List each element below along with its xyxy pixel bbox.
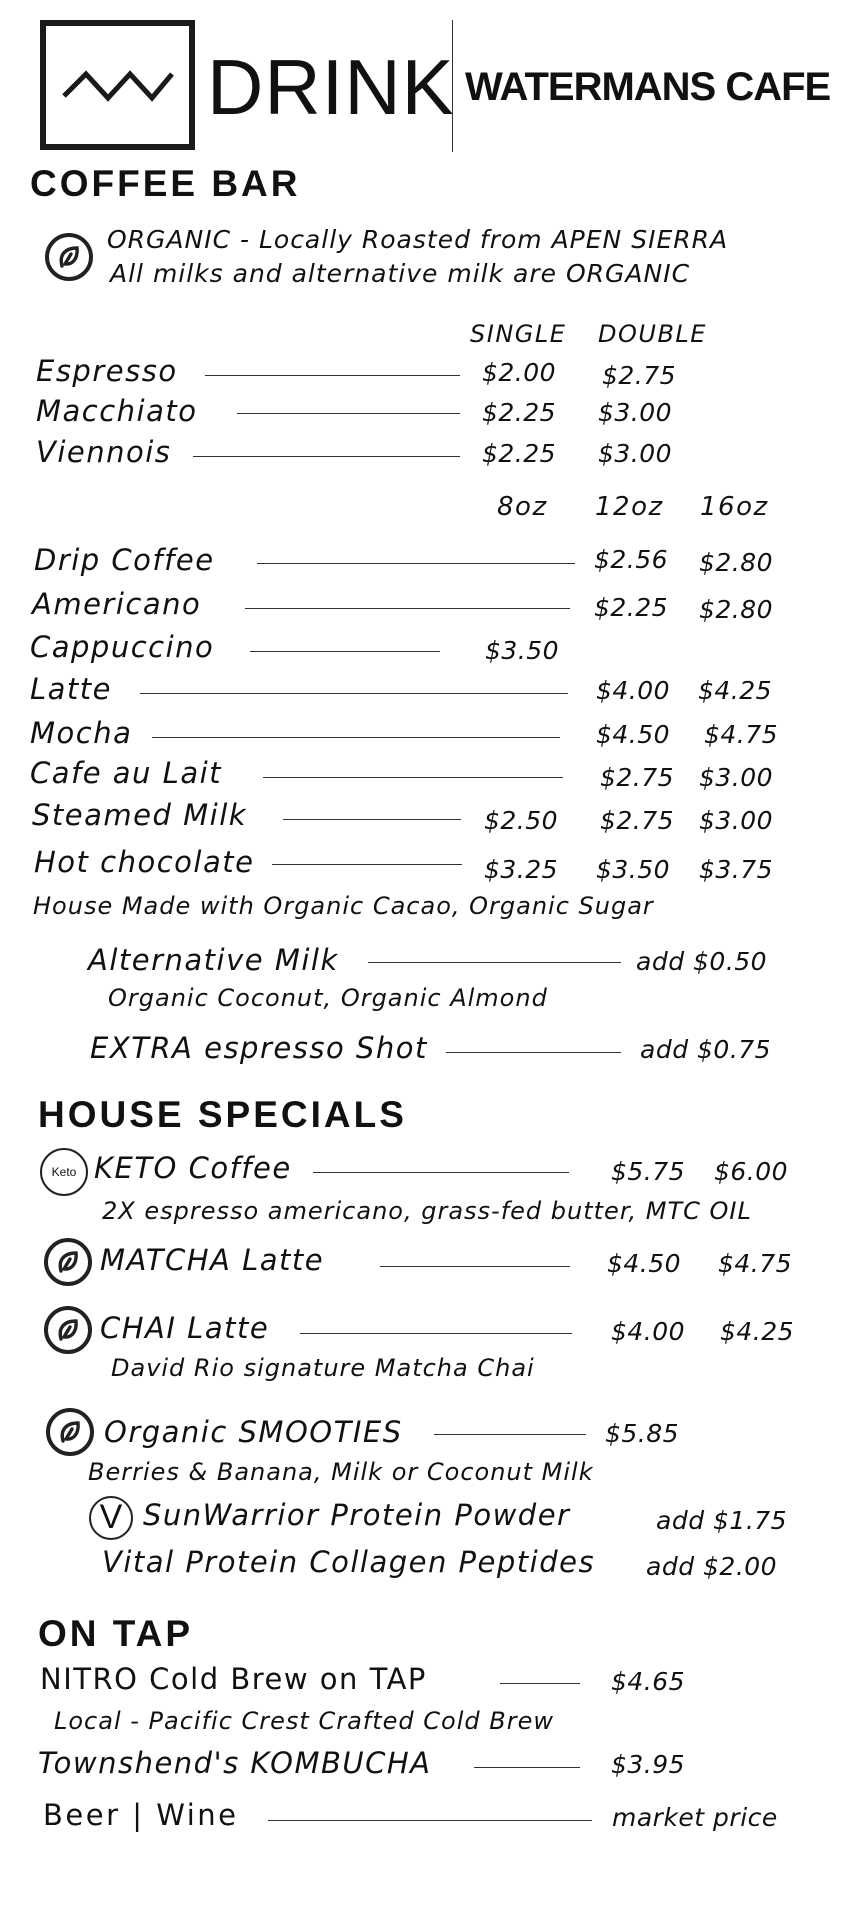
- col-header-double: DOUBLE: [598, 320, 707, 348]
- menu-item-name: Espresso: [36, 354, 178, 388]
- menu-item-price: $2.80: [699, 548, 774, 577]
- menu-item-name: Vital Protein Collagen Peptides: [102, 1545, 596, 1579]
- leader-line: [237, 413, 460, 414]
- menu-item-price: $2.25: [482, 398, 557, 427]
- menu-item-name: Drip Coffee: [34, 543, 215, 577]
- cafe-name: WATERMANS CAFE: [465, 65, 831, 109]
- menu-item-name: Cappuccino: [30, 630, 215, 664]
- menu-item-name: CHAI Latte: [100, 1311, 270, 1345]
- menu-item-price: $3.50: [596, 855, 671, 884]
- menu-item-name: NITRO Cold Brew on TAP: [40, 1662, 427, 1696]
- section-heading-house-specials: HOUSE SPECIALS: [38, 1094, 407, 1135]
- menu-item-price: $3.25: [484, 855, 559, 884]
- logo-title: DRINK: [207, 43, 455, 131]
- leader-line: [152, 737, 560, 738]
- menu-item-name: Latte: [30, 672, 113, 706]
- menu-item-price: $2.75: [600, 806, 675, 835]
- menu-item-price: $2.00: [482, 358, 557, 387]
- menu-item-price: $3.00: [699, 763, 774, 792]
- menu-item-price: $2.80: [699, 595, 774, 624]
- leader-line: [313, 1172, 569, 1173]
- menu-item-price: add $0.50: [636, 947, 768, 976]
- organic-leaf-icon: [44, 1306, 92, 1354]
- organic-note-line2: All milks and alternative milk are ORGANIC: [110, 259, 691, 288]
- menu-item-price: $4.25: [720, 1317, 795, 1346]
- menu-item-price: $3.50: [485, 636, 560, 665]
- menu-item-price: $3.00: [598, 439, 673, 468]
- menu-item-name: Organic SMOOTIES: [104, 1415, 403, 1449]
- organic-leaf-icon: [45, 233, 93, 281]
- menu-item-price: $4.50: [607, 1249, 682, 1278]
- leader-line: [205, 375, 460, 376]
- col-header-single: SINGLE: [470, 320, 567, 348]
- leader-line: [140, 693, 568, 694]
- leader-line: [446, 1052, 621, 1053]
- col-header-12oz: 12oz: [595, 492, 664, 522]
- wave-logo-icon: [46, 26, 189, 144]
- menu-item-name: Hot chocolate: [34, 845, 255, 879]
- menu-item-name: Americano: [32, 587, 202, 621]
- keto-note: 2X espresso americano, grass-fed butter, MTC OIL: [102, 1197, 752, 1225]
- smoothies-note: Berries & Banana, Milk or Coconut Milk: [88, 1458, 594, 1486]
- organic-note-line1: ORGANIC - Locally Roasted from APEN SIERRA: [107, 225, 729, 254]
- leader-line: [268, 1820, 592, 1821]
- nitro-note: Local - Pacific Crest Crafted Cold Brew: [54, 1707, 554, 1735]
- menu-item-name: EXTRA espresso Shot: [90, 1031, 428, 1065]
- keto-badge-icon: [40, 1148, 88, 1196]
- menu-item-price: $3.00: [598, 398, 673, 427]
- menu-item-name: MATCHA Latte: [100, 1243, 325, 1277]
- leader-line: [368, 962, 621, 963]
- menu-item-price: $4.75: [704, 720, 779, 749]
- menu-item-price: $4.25: [698, 676, 773, 705]
- vegan-badge-label: V: [99, 1498, 123, 1536]
- menu-item-price: add $2.00: [646, 1552, 778, 1581]
- menu-item-price: $2.50: [484, 806, 559, 835]
- menu-item-price: $2.75: [600, 763, 675, 792]
- menu-item-name: Mocha: [30, 716, 133, 750]
- menu-item-name: Macchiato: [36, 394, 198, 428]
- hot-chocolate-note: House Made with Organic Cacao, Organic Sugar: [33, 892, 654, 920]
- leader-line: [250, 651, 440, 652]
- menu-item-name: Beer | Wine: [43, 1798, 239, 1832]
- leader-line: [500, 1683, 580, 1684]
- organic-leaf-icon: [44, 1238, 92, 1286]
- menu-item-price: $3.75: [699, 855, 774, 884]
- leader-line: [263, 777, 563, 778]
- organic-leaf-icon: [46, 1408, 94, 1456]
- keto-badge-label: Keto: [51, 1165, 77, 1179]
- menu-item-price: $4.75: [718, 1249, 793, 1278]
- menu-item-price: add $0.75: [640, 1035, 772, 1064]
- leader-line: [283, 819, 461, 820]
- leader-line: [434, 1434, 586, 1435]
- menu-item-name: KETO Coffee: [94, 1151, 292, 1185]
- menu-item-price: add $1.75: [656, 1506, 788, 1535]
- alt-milk-note: Organic Coconut, Organic Almond: [108, 984, 548, 1012]
- menu-item-price: $2.56: [594, 545, 669, 574]
- menu-item-name: SunWarrior Protein Powder: [143, 1498, 571, 1532]
- menu-item-price: $2.25: [482, 439, 557, 468]
- menu-item-name: Cafe au Lait: [30, 756, 223, 790]
- menu-item-price: $6.00: [714, 1157, 789, 1186]
- menu-item-name: Steamed Milk: [32, 798, 248, 832]
- menu-item-price: $2.25: [594, 593, 669, 622]
- menu-item-name: Viennois: [36, 435, 172, 469]
- menu-item-price: $4.50: [596, 720, 671, 749]
- logo-box: [40, 20, 195, 150]
- col-header-8oz: 8oz: [497, 492, 548, 522]
- leader-line: [245, 608, 570, 609]
- menu-item-price: $5.75: [611, 1157, 686, 1186]
- leader-line: [272, 864, 462, 865]
- menu-item-price: $4.00: [611, 1317, 686, 1346]
- menu-item-price: market price: [612, 1803, 778, 1832]
- menu-item-price: $3.95: [611, 1750, 686, 1779]
- header-divider: [452, 20, 453, 152]
- menu-item-name: Alternative Milk: [88, 943, 339, 977]
- leader-line: [380, 1266, 570, 1267]
- menu-item-price: $3.00: [699, 806, 774, 835]
- menu-item-price: $4.65: [611, 1667, 686, 1696]
- menu-item-name: Townshend's KOMBUCHA: [38, 1746, 432, 1780]
- menu-item-price: $5.85: [605, 1419, 680, 1448]
- section-heading-on-tap: ON TAP: [38, 1613, 194, 1654]
- leader-line: [300, 1333, 572, 1334]
- menu-item-price: $2.75: [602, 361, 677, 390]
- leader-line: [474, 1767, 580, 1768]
- vegan-badge-icon: [89, 1496, 133, 1540]
- section-heading-coffee-bar: COFFEE BAR: [30, 163, 301, 204]
- chai-note: David Rio signature Matcha Chai: [111, 1354, 535, 1382]
- leader-line: [193, 456, 460, 457]
- menu-item-price: $4.00: [596, 676, 671, 705]
- leader-line: [257, 563, 575, 564]
- col-header-16oz: 16oz: [700, 492, 769, 522]
